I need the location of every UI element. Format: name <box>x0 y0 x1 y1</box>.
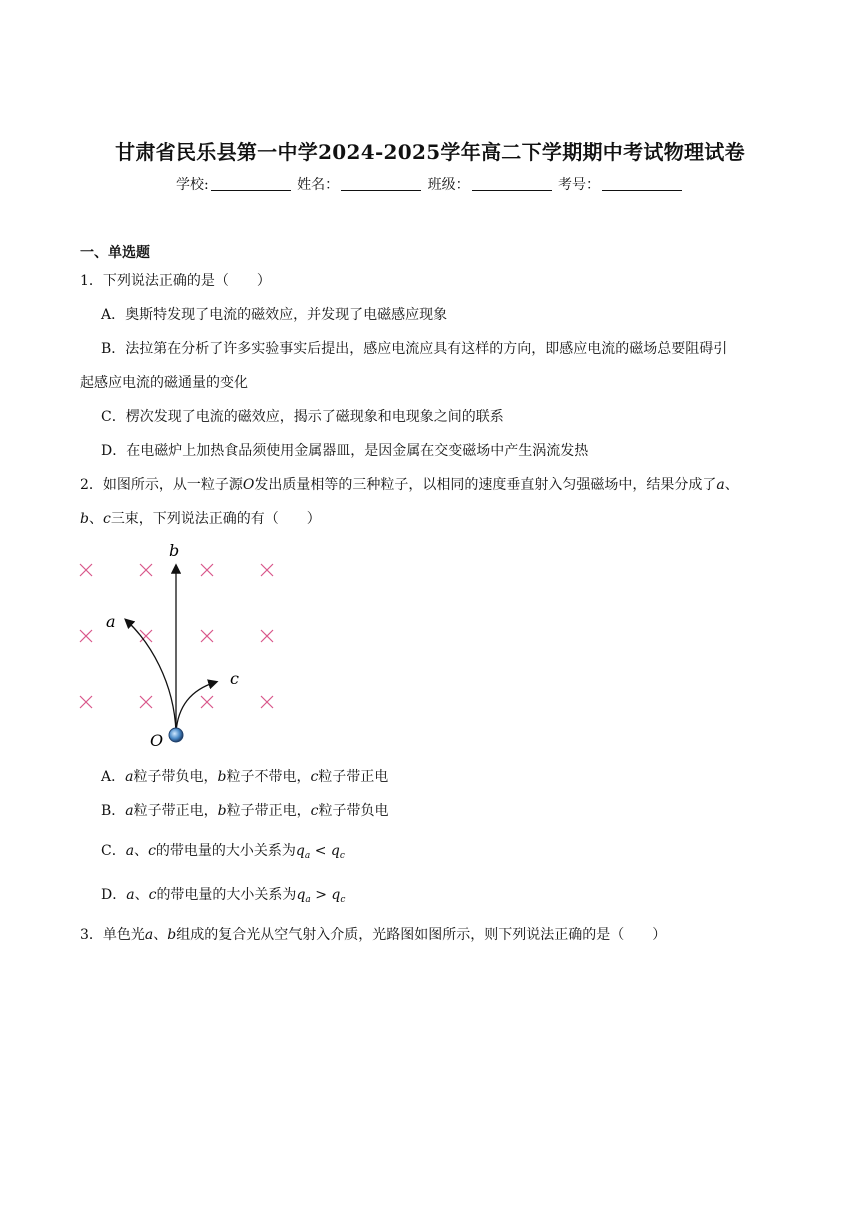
q2-stem-line1: 2．如图所示，从一粒子源O发出质量相等的三种粒子，以相同的速度垂直射入匀强磁场中，结果分成了a、 <box>80 477 739 493</box>
name-label: 姓名： <box>297 177 340 193</box>
q1-option-b-cont: 起感应电流的磁通量的变化 <box>80 375 248 391</box>
q1-option-b: B．法拉第在分析了许多实验事实后提出，感应电流应具有这样的方向，即感应电流的磁场总要阻碍引 <box>101 341 728 357</box>
q1-option-c: C．楞次发现了电流的磁效应，揭示了磁现象和电现象之间的联系 <box>101 409 504 425</box>
cross-mark <box>201 564 213 576</box>
cross-mark <box>80 564 92 576</box>
class-blank <box>472 176 552 191</box>
q3-stem: 3．单色光a、b组成的复合光从空气射入介质，光路图如图所示，则下列说法正确的是（ ） <box>80 927 667 943</box>
q2-option-d: D．a、c的带电量的大小关系为$q_a > q_c$ <box>101 887 346 905</box>
path-c <box>176 682 216 732</box>
number-blank <box>602 176 682 191</box>
particle-source <box>169 728 183 742</box>
label-b: b <box>169 541 180 560</box>
cross-mark <box>261 564 273 576</box>
label-o: O <box>150 731 164 750</box>
cross-mark <box>140 564 152 576</box>
section-heading: 一、单选题 <box>80 245 150 261</box>
school-label: 学校: <box>175 177 209 193</box>
magnetic-field-figure <box>70 532 290 752</box>
label-c: c <box>230 669 239 688</box>
cross-mark <box>201 696 213 708</box>
student-info-line <box>0 174 860 194</box>
cross-mark <box>261 630 273 642</box>
number-label: 考号： <box>558 177 601 193</box>
cross-mark <box>261 696 273 708</box>
cross-mark <box>80 630 92 642</box>
q1-stem: 1．下列说法正确的是（ ） <box>80 273 271 289</box>
class-label: 班级： <box>427 177 470 193</box>
school-blank <box>211 176 291 191</box>
q2-stem-line2: b、c三束，下列说法正确的有（ ） <box>80 511 321 527</box>
q1-option-d: D．在电磁炉上加热食品须使用金属器皿，是因金属在交变磁场中产生涡流发热 <box>101 443 589 459</box>
name-blank <box>341 176 421 191</box>
path-a <box>126 620 176 732</box>
q2-option-c: C．a、c的带电量的大小关系为$q_a < q_c$ <box>101 843 345 861</box>
cross-mark <box>201 630 213 642</box>
q2-option-b: B．a粒子带正电，b粒子带正电，c粒子带负电 <box>101 803 389 819</box>
cross-mark <box>140 630 152 642</box>
page-title: 甘肃省民乐县第一中学2024-2025学年高二下学期期中考试物理试卷 <box>115 140 745 164</box>
cross-mark <box>140 696 152 708</box>
label-a: a <box>106 612 116 631</box>
q2-option-a: A．a粒子带负电，b粒子不带电，c粒子带正电 <box>101 769 389 785</box>
q1-option-a: A．奥斯特发现了电流的磁效应，并发现了电磁感应现象 <box>101 307 448 323</box>
cross-mark <box>80 696 92 708</box>
